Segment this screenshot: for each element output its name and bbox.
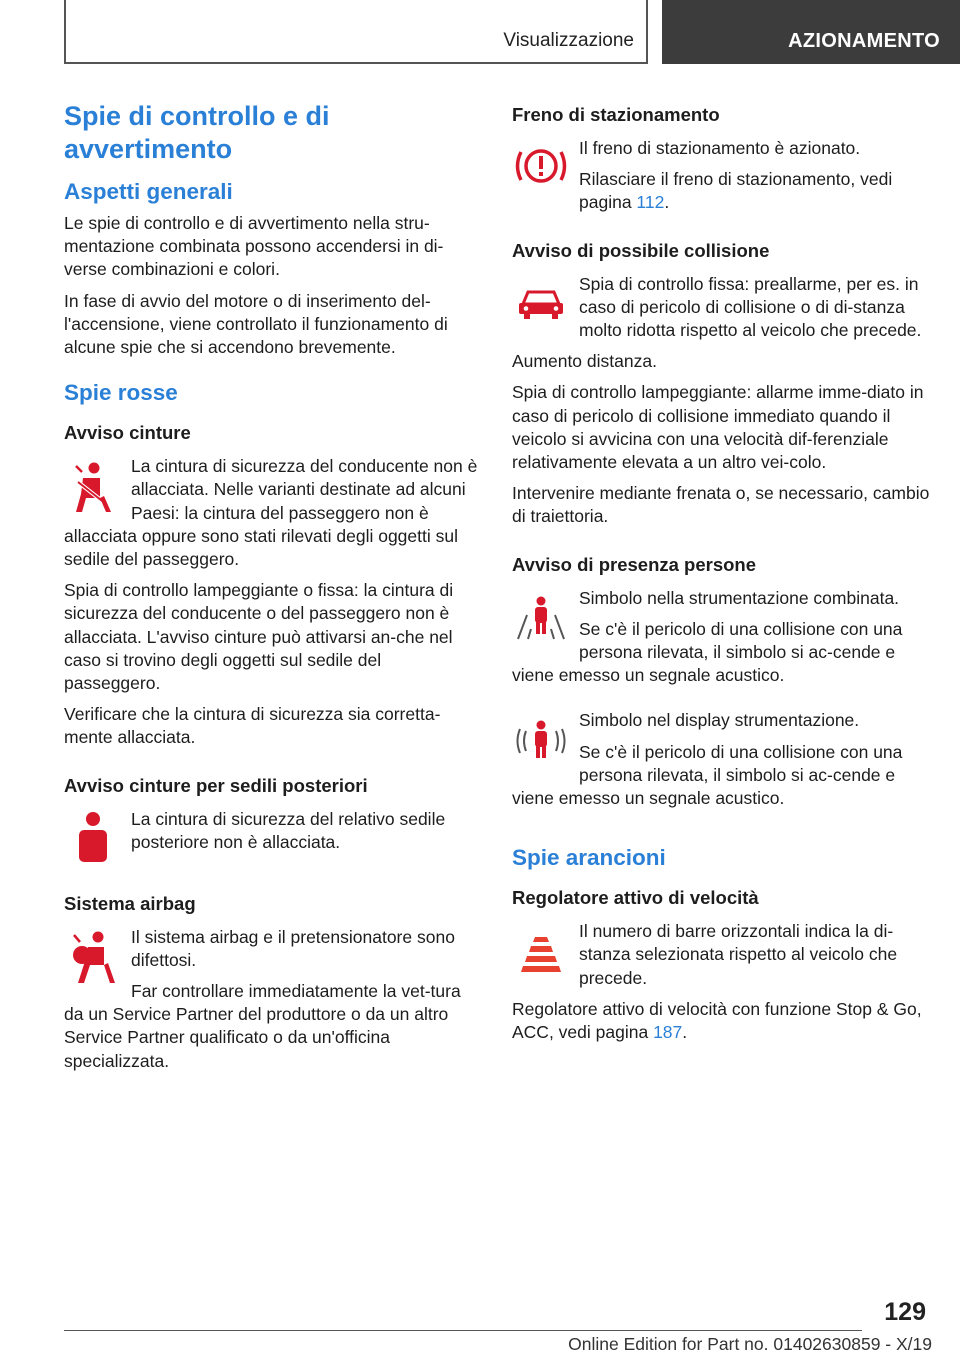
- airbag-heading: Sistema airbag: [64, 892, 196, 914]
- parking-brake-text: Rilasciare il freno di stazionamento, vedi pagina: [579, 169, 893, 213]
- seatbelt-paragraph-2: Spia di controllo lampeggiante o fissa: la cintura di sicurezza del conducente o del passeggero non è allacciata. L'avviso cinture può attivarsi an-che nel caso si trovino degli oggetti sul sedile del passeggero.: [64, 580, 454, 694]
- person-heading: Avviso di presenza persone: [512, 553, 757, 575]
- page-number: 129: [884, 1298, 926, 1326]
- person-paragraph-2: Se c'è il pericolo di una collisione con una persona rilevata, il simbolo si ac-cende e viene emesso un segnale acustico.: [512, 618, 903, 686]
- cruise-text: Regolatore attivo di velocità con funzione Stop & Go, ACC, vedi pagina: [512, 998, 922, 1043]
- seatbelt-heading: Avviso cinture: [64, 422, 191, 444]
- rear-seat-icon: [64, 808, 122, 868]
- parking-brake-paragraph-2: [512, 168, 930, 214]
- right-column: [512, 100, 930, 1052]
- collision-paragraph-1: Spia di controllo fissa: preallarme, per es. in caso di pericolo di collisione o di di-stanza molto ridotta rispetto al veicolo che precede.: [579, 273, 922, 341]
- rear-seatbelt-heading: Avviso cinture per sedili posteriori: [64, 774, 368, 796]
- rear-seatbelt-paragraph: La cintura di sicurezza del relativo sedile posteriore non è allacciata.: [131, 808, 446, 852]
- airbag-icon: [64, 926, 122, 992]
- cruise-suffix: .: [682, 1022, 688, 1043]
- cruise-paragraph-2: [512, 998, 930, 1044]
- page-link-112[interactable]: 112: [636, 192, 665, 213]
- cruise-heading: Regolatore attivo di velocità: [512, 887, 759, 909]
- cruise-paragraph-1: Il numero di barre orizzontali indica la di-stanza selezionata rispetto al veicolo che precede.: [579, 921, 898, 988]
- seatbelt-warning-icon: [64, 455, 122, 521]
- seatbelt-paragraph-3: Verificare che la cintura di sicurezza sia corretta-mente allacciata.: [64, 704, 441, 748]
- chapter-tab-label: AZIONAMENTO: [788, 30, 940, 52]
- header-section-box: [64, 0, 648, 64]
- seatbelt-paragraph-1: La cintura di sicurezza del conducente non è allacciata. Nelle varianti destinate ad alcuni Paesi: la cintura del passeggero non è allacciata oppure sono stati rilevati degli oggetti sul sedile del passeggero.: [64, 456, 478, 570]
- collision-paragraph-3: Spia di controllo lampeggiante: allarme imme-diato in caso di pericolo di collisione immediato quando il veicolo si avvicina con una velocità dif-ferenziale relativamente elevata a un altro vei-colo.: [512, 382, 924, 473]
- page-link-187[interactable]: 187: [653, 1022, 683, 1043]
- general-paragraph-2: In fase di avvio del motore o di inserimento del-l'accensione, viene controllato il funzionamento di alcune spie che si accendono brevemente.: [64, 290, 448, 358]
- collision-heading: Avviso di possibile collisione: [512, 239, 770, 261]
- section-label: Visualizzazione: [503, 30, 634, 51]
- left-column: [64, 100, 478, 1081]
- person-paragraph-4: Se c'è il pericolo di una collisione con una persona rilevata, il simbolo si ac-cende e viene emesso un segnale acustico.: [512, 741, 903, 809]
- airbag-paragraph-2: Far controllare immediatamente la vet-tura da un Service Partner del produttore o da un altro Service Partner qualificato o da un'officina specializzata.: [64, 981, 461, 1071]
- pedestrian-alert-icon: [512, 709, 570, 771]
- footer-edition: Online Edition for Part no. 01402630859 - X/19: [568, 1334, 932, 1354]
- parking-brake-heading: Freno di stazionamento: [512, 104, 720, 125]
- collision-paragraph-2: Aumento distanza.: [512, 351, 657, 372]
- collision-paragraph-4: Intervenire mediante frenata o, se necessario, cambio di traiettoria.: [512, 483, 930, 527]
- airbag-paragraph-1: Il sistema airbag e il pretensionatore sono difettosi.: [131, 926, 455, 970]
- general-heading: Aspetti generali: [64, 179, 233, 204]
- parking-brake-suffix: .: [664, 192, 670, 213]
- car-front-icon: [512, 273, 570, 335]
- pedestrian-road-icon: [512, 587, 570, 649]
- orange-lights-heading: Spie arancioni: [512, 845, 666, 871]
- footer-divider: [64, 1330, 862, 1331]
- red-lights-heading: Spie rosse: [64, 380, 178, 406]
- chapter-tab[interactable]: [662, 0, 960, 64]
- person-paragraph-1: Simbolo nella strumentazione combinata.: [579, 587, 900, 608]
- general-paragraph-1: Le spie di controllo e di avvertimento nella stru-mentazione combinata possono accendersi in di-verse combinazioni e colori.: [64, 213, 444, 280]
- distance-bars-icon: [512, 920, 570, 986]
- page-title: Spie di controllo e di avvertimento: [64, 101, 330, 164]
- parking-brake-paragraph-1: Il freno di stazionamento è azionato.: [579, 138, 861, 158]
- person-paragraph-3: Simbolo nel display strumentazione.: [579, 710, 860, 731]
- parking-brake-icon: [512, 137, 570, 195]
